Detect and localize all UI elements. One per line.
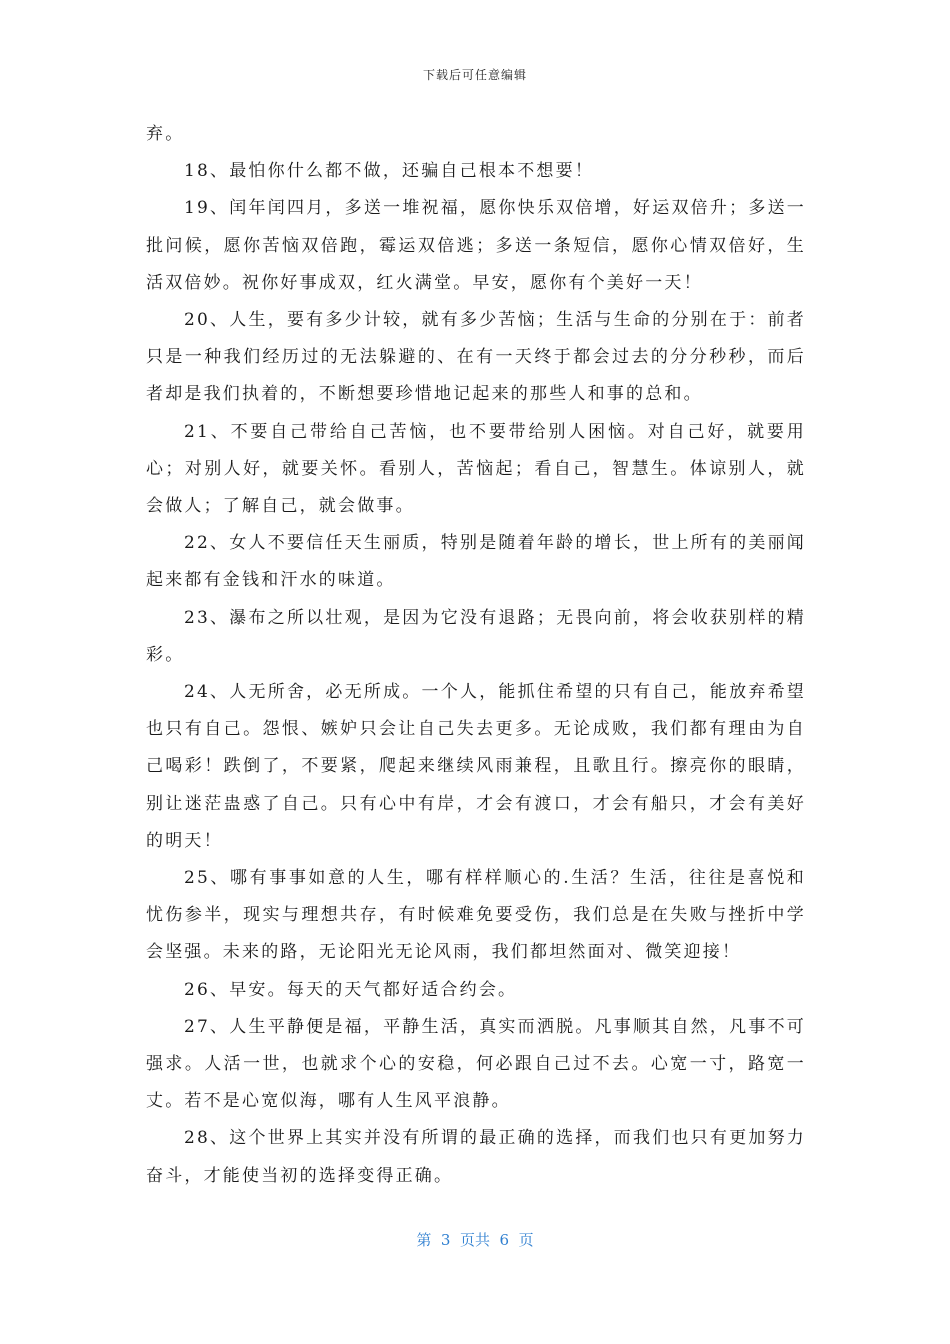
paragraph-22: 22、女人不要信任天生丽质，特别是随着年龄的增长，世上所有的美丽闻起来都有金钱和汗水的味道。 <box>146 533 806 591</box>
paragraph-20: 20、人生，要有多少计较，就有多少苦恼；生活与生命的分别在于：前者只是一种我们经历过的无法躲避的、在有一天终于都会过去的分分秒秒，而后者却是我们执着的，不断想要珍惜地记起来的那些人和事的总和。 <box>146 310 806 405</box>
paragraph-25: 25、哪有事事如意的人生，哪有样样顺心的.生活？生活，往往是喜悦和忧伤参半，现实与理想共存，有时候难免要受伤，我们总是在失败与挫折中学会坚强。未来的路，无论阳光无论风雨，我们都坦然面对、微笑迎接！ <box>146 868 806 963</box>
paragraph-18: 18、最怕你什么都不做，还骗自己根本不想要！ <box>184 161 595 182</box>
paragraph-19: 19、闰年闰四月，多送一堆祝福，愿你快乐双倍增，好运双倍升；多送一批问候，愿你苦恼双倍跑，霉运双倍逃；多送一条短信，愿你心情双倍好，生活双倍妙。祝你好事成双，红火满堂。早安，愿你有个美好一天！ <box>146 198 806 293</box>
page-header: 下载后可任意编辑 <box>422 68 527 82</box>
paragraph-26: 26、早安。每天的天气都好适合约会。 <box>184 979 518 1000</box>
paragraph-27: 27、人生平静便是福，平静生活，真实而洒脱。凡事顺其自然，凡事不可强求。人活一世，也就求个心的安稳，何必跟自己过不去。心宽一寸，路宽一丈。若不是心宽似海，哪有人生风平浪静。 <box>146 1016 806 1112</box>
paragraph-24: 24、人无所舍，必无所成。一个人，能抓住希望的只有自己，能放弃希望也只有自己。怨恨、嫉妒只会让自己失去更多。无论成败，我们都有理由为自己喝彩！跌倒了，不要紧，爬起来继续风雨兼程，且歌且行。擦亮你的眼睛，别让迷茫蛊惑了自己。只有心中有岸，才会有渡口，才会有船只，才会有美好的明天！ <box>146 682 806 851</box>
page-number-footer: 第 3 页共 6 页 <box>416 1231 534 1249</box>
paragraph-continuation: 弃。 <box>146 124 185 144</box>
document-body <box>146 116 806 1195</box>
paragraph-21: 21、不要自己带给自己苦恼，也不要带给别人困恼。对自己好，就要用心；对别人好，就要关怀。看别人，苦恼起；看自己，智慧生。体谅别人，就会做人；了解自己，就会做事。 <box>146 421 806 517</box>
paragraph-23: 23、瀑布之所以壮观，是因为它没有退路；无畏向前，将会收获别样的精彩。 <box>146 607 806 665</box>
paragraph-28: 28、这个世界上其实并没有所谓的最正确的选择，而我们也只有更加努力奋斗，才能使当初的选择变得正确。 <box>146 1128 806 1186</box>
